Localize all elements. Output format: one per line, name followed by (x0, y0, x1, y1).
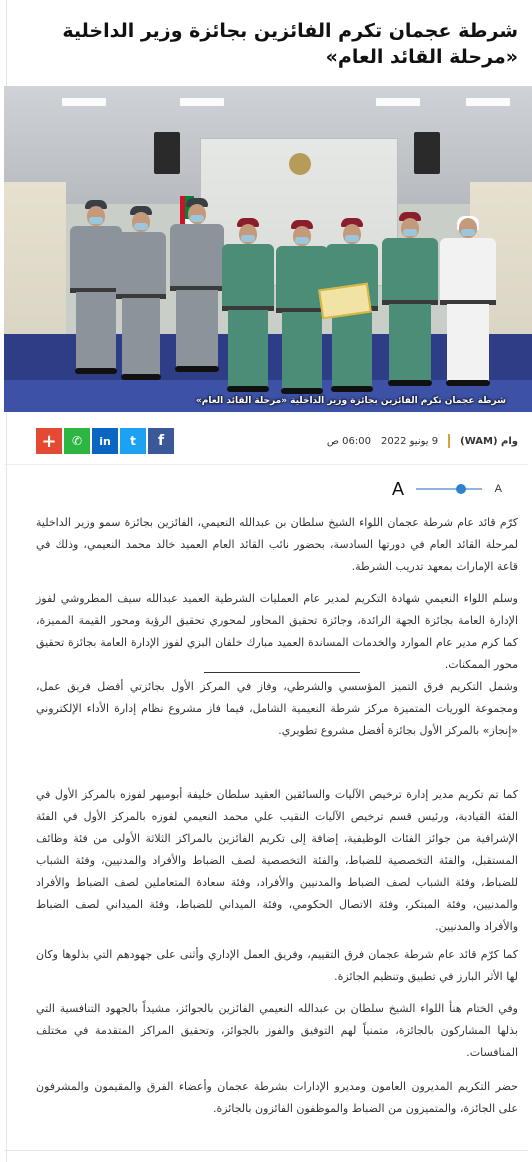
font-larger-button[interactable]: A (392, 478, 405, 499)
emblem-icon (289, 153, 311, 175)
linkedin-icon: in (99, 434, 111, 448)
ceiling-light (466, 98, 510, 106)
person-figure (70, 206, 122, 376)
article-source: وام (WAM) (460, 435, 518, 447)
share-twitter-button[interactable] (120, 428, 146, 454)
meta-divider (4, 464, 528, 465)
person-figure (116, 212, 166, 378)
article-paragraph: حضر التكريم المديرون العامون ومديرو الإدارات بشرطة عجمان وأعضاء الفرق والمقيمون والمشرفون على الجائزة، والمتميزون من الضباط والموظفون الفائزون بالجائزة. (36, 1080, 518, 1115)
speaker-icon (154, 132, 180, 174)
share-whatsapp-button[interactable] (64, 428, 90, 454)
plus-icon: + (41, 430, 57, 452)
share-linkedin-button[interactable] (92, 428, 118, 454)
person-figure (170, 204, 224, 378)
font-size-slider[interactable] (416, 488, 482, 490)
article-paragraph: وفي الختام هنأ اللواء الشيخ سلطان بن عبدالله النعيمي الفائزين بالجوائز، مشيداً بالجهود التنافسية التي بذلها المشاركون بالجائزة، متمنياً لهم التوفيق والفوز بالجوائز، وتحقيق المراكز المتقدمة في مختلف المنافسات. (36, 1002, 518, 1059)
whatsapp-icon: ✆ (71, 434, 83, 448)
article-paragraph: وشمل التكريم فرق التميز المؤسسي والشرطي، وفاز في المركز الأول بجائزتي أفضل فريق عمل، ومجموعة الوريات المتميزة مركز شرطة النعيمية الشامل، فيما فاز مشروع نظام إدارة الأداء الإلكتروني «إنجاز» بالمركز الأول بجائزة أفضل مشروع تطويري. (36, 680, 518, 737)
font-size-handle[interactable] (456, 484, 466, 494)
article-date: 9 يونيو 2022 (381, 435, 439, 447)
article-paragraph: كرّم قائد عام شرطة عجمان اللواء الشيخ سلطان بن عبدالله النعيمي، الفائزين بجائزة سمو وزير الداخلية لمرحلة القائد العام في دورتها السادسة، بحضور نائب القائد العام العميد خالد محمد النعيمي، وذلك في قاعة الإمارات بمعهد تدريب الشرطة. (36, 516, 518, 573)
meta-separator (448, 434, 450, 448)
article-time: 06:00 ص (326, 435, 371, 447)
speaker-icon (414, 132, 440, 174)
article-meta (327, 432, 518, 450)
article-photo (4, 86, 532, 412)
article-paragraph: كما كرّم قائد عام شرطة عجمان فرق التقييم، وفريق العمل الإداري وأثنى على جهودهم التي بذلوها وكان لها الأثر البارز في تطبيق وتنظيم الجائزة. (36, 948, 518, 983)
twitter-icon: t (130, 434, 136, 448)
person-figure (222, 224, 274, 388)
ceiling-light (180, 98, 224, 106)
person-figure (440, 218, 496, 386)
article-paragraph: كما تم تكريم مدير إدارة ترخيص الآليات والسائقين العقيد سلطان خليفة أبوميهر لفوزه بالمركز الأول في الفئة القيادية، ورئيس قسم ترخيص الآليات النقيب علي محمد النعيمي لفوزه بالمركز الأول في الفئة الإشرافية من جوائز الفئات الوظيفية، إضافة إلى تكريم الفائزين بالمراكز الثلاثة الأولى من فئة وظائف المستقبل، والفئة التخصصية للضباط، والفئة التخصصية لصف الضباط والأفراد والمدنيين، وفئة الشباب للضباط، وفئة الشباب لصف الضباط والمدنيين والأفراد، وفئة سعادة المتعاملين لصف الضباط والأفراد والمدنيين، وفئة المبتكر، وفئة الاتصال الحكومي، وفئة الميداني للضباط، وفئة الميداني لصف الضباط والأفراد والمدنيين. (36, 788, 518, 933)
person-figure (382, 218, 438, 386)
ceiling-light (376, 98, 420, 106)
facebook-icon: f (157, 433, 165, 449)
font-smaller-button[interactable]: A (494, 483, 502, 495)
share-facebook-button[interactable] (148, 428, 174, 454)
share-more-button[interactable] (36, 428, 62, 454)
article-paragraph: وسلم اللواء النعيمي شهادة التكريم لمدير عام العمليات الشرطية العميد عبدالله سيف المطروشي لفوز الإدارة العامة بجائزة الجهة الرائدة، وجائزة تحقيق المحاور لمحوري تحقيق الرؤية ومحور القيمة المميزة، كما كرم مدير عام الموارد والخدمات المساندة العميد مبارك خلفان البزي لفوز الإدارة العامة بجائزة تحقيق محور الممكنات. (36, 592, 518, 671)
ceiling-light (62, 98, 106, 106)
inline-rule (204, 672, 360, 673)
font-size-control (392, 478, 502, 500)
bottom-divider (4, 1150, 528, 1151)
photo-caption: شرطة عجمان تكرم الفائزين بجائزة وزير الداخلية «مرحلة القائد العام» (195, 396, 506, 406)
article-title: شرطة عجمان تكرم الفائزين بجائزة وزير الداخلية «مرحلة القائد العام» (62, 20, 518, 68)
share-bar (36, 428, 174, 454)
